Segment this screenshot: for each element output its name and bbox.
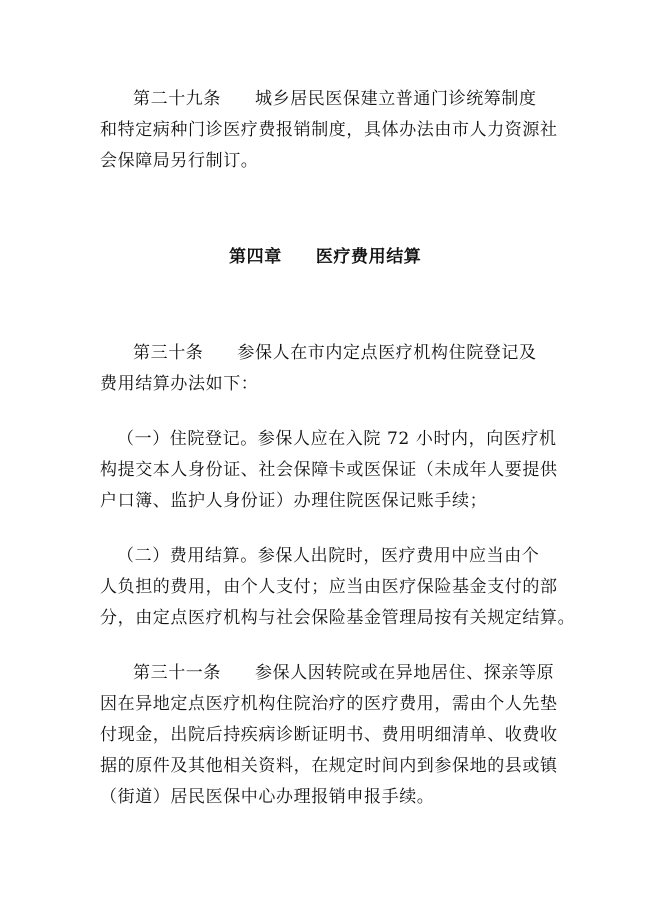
item-2-line-1: （二）费用结算。参保人出院时，医疗费用中应当由个 [117,546,540,566]
chapter-number: 第四章 [229,247,282,267]
article-30-label: 第三十条 [133,343,204,363]
article-30-line-1 [133,341,537,365]
item-2-line-2: 人负担的费用，由个人支付；应当由医疗保险基金支付的部 [100,577,558,597]
chapter-heading [229,245,421,269]
article-31-label: 第三十一条 [133,663,221,683]
article-31-line-2: 因在异地定点医疗机构住院治疗的医疗费用，需由个人先垫 [100,694,558,714]
article-29-line-1 [133,87,537,111]
item-1-line-3: 户口簿、监护人身份证）办理住院医保记账手续； [100,491,488,511]
article-31-line-1 [133,661,554,685]
article-29-line-2: 和特定病种门诊医疗费报销制度，具体办法由市人力资源社 [100,120,558,140]
chapter-title: 医疗费用结算 [315,247,422,267]
article-30-text: 参保人在市内定点医疗机构住院登记及 [237,343,537,363]
item-1-line-2: 构提交本人身份证、社会保障卡或医保证（未成年人要提供 [100,460,558,480]
item-2-line-3: 分，由定点医疗机构与社会保险基金管理局按有关规定结算。 [100,608,576,628]
article-29-text: 城乡居民医保建立普通门诊统筹制度 [255,89,537,109]
article-31-line-3: 付现金，出院后持疾病诊断证明书、费用明细清单、收费收 [100,725,558,745]
article-30-line-2: 费用结算办法如下： [100,374,259,394]
article-29-line-3: 会保障局另行制订。 [100,151,259,171]
article-31-text: 参保人因转院或在异地居住、探亲等原 [255,663,555,683]
article-31-line-4: 据的原件及其他相关资料，在规定时间内到参保地的县或镇 [100,756,558,776]
article-29-label: 第二十九条 [133,89,221,109]
article-31-line-5: （街道）居民医保中心办理报销申报手续。 [100,787,435,807]
item-1-line-1: （一）住院登记。参保人应在入院 72 小时内，向医疗机 [117,429,557,449]
